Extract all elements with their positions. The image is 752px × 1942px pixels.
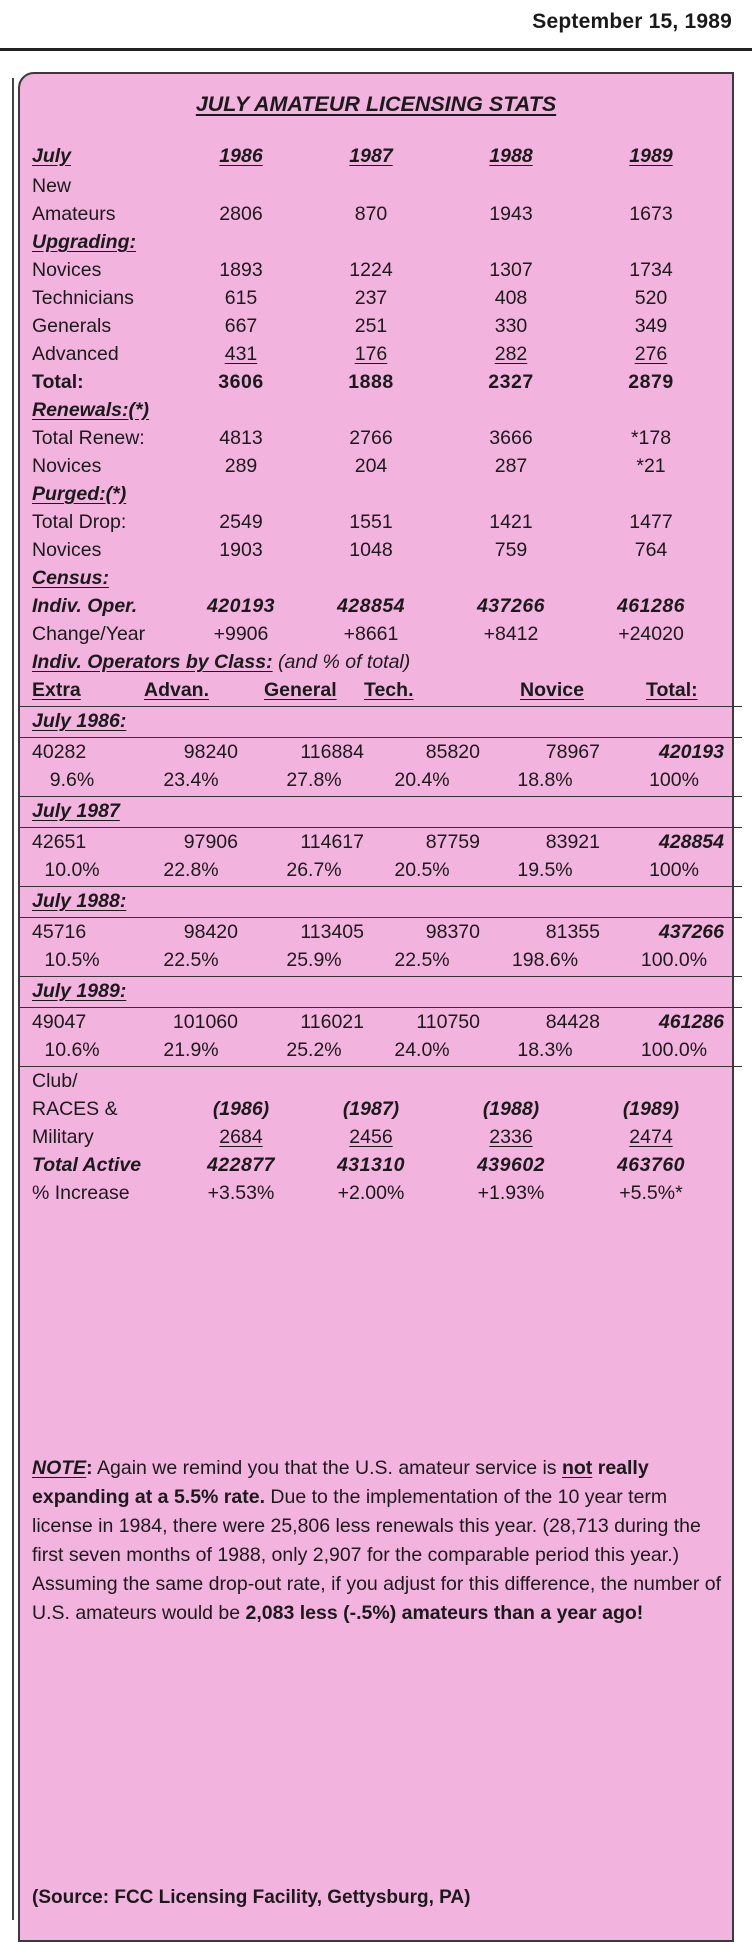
cell: 289: [224, 455, 258, 477]
cell: 2474: [629, 1126, 673, 1148]
header-year: 1989: [629, 145, 673, 167]
cell: 2327: [488, 371, 534, 393]
class-count: 116021: [300, 1011, 364, 1033]
table-row: [32, 172, 730, 200]
cell: 176: [354, 343, 388, 365]
row-label: RACES &: [32, 1098, 118, 1120]
cell: 1903: [219, 539, 263, 561]
note-paragraph: [32, 1454, 722, 1628]
by-class-note: (and % of total): [278, 651, 411, 673]
year-heading: [32, 707, 730, 735]
cell: 1893: [219, 259, 263, 281]
cell: 667: [224, 315, 258, 337]
publication-date: September 15, 1989: [532, 10, 732, 33]
cell: 2766: [349, 427, 393, 449]
cell: 349: [634, 315, 668, 337]
cell: +9906: [213, 623, 269, 645]
row-label: Total Renew:: [32, 427, 145, 449]
table-row: [32, 424, 730, 452]
cell: +1.93%: [477, 1182, 545, 1204]
total-row: [32, 368, 730, 396]
cell: 2806: [219, 203, 263, 225]
cell: 1307: [489, 259, 533, 281]
class-percent: 18.8%: [517, 769, 573, 791]
class-count-row: [32, 1008, 730, 1036]
cell: 1551: [349, 511, 393, 533]
class-count: 49047: [32, 1011, 87, 1033]
table-row: [32, 1123, 730, 1151]
header-rule: [0, 48, 752, 51]
year-heading: [32, 977, 730, 1005]
cell: 1673: [629, 203, 673, 225]
table-row: [32, 312, 730, 340]
cell: 3606: [218, 371, 264, 393]
class-count: 45716: [32, 921, 87, 943]
class-percent: 22.5%: [163, 949, 219, 971]
note-not: not: [561, 1457, 593, 1479]
class-count: 83921: [545, 831, 600, 853]
row-label: Total:: [32, 371, 84, 393]
table-row: [32, 340, 730, 368]
header-year: 1987: [349, 145, 393, 167]
cell: 870: [354, 203, 388, 225]
cell: 251: [354, 315, 388, 337]
cell: +24020: [618, 623, 684, 645]
cell: 1734: [629, 259, 673, 281]
class-percent: 100.0%: [640, 1039, 708, 1061]
note-conclusion: 2,083 less (-.5%) amateurs than a year ago!: [245, 1602, 644, 1624]
cell: 615: [224, 287, 258, 309]
class-percent: 10.5%: [44, 949, 100, 971]
cell: 204: [354, 455, 388, 477]
row-label: Change/Year: [32, 623, 146, 645]
column-header: Novice: [520, 679, 584, 701]
cell: 408: [494, 287, 528, 309]
table-row: [32, 1179, 730, 1207]
year-label: (1988): [482, 1098, 540, 1120]
cell: 431310: [336, 1154, 406, 1176]
class-count: 428854: [658, 831, 724, 853]
class-count-row: [32, 828, 730, 856]
note-emphasis: really expanding at a 5.5% rate.: [32, 1457, 649, 1508]
row-label: Club/: [32, 1070, 78, 1092]
note-text: Due to the implementation of the 10 year term license in 1984, there were 25,806 less renewals this year. (28,713 during the first seven months of 1988, only 2,907 for the comparable period this year.) Assuming the same drop-out rate, if you adjust for this difference, the number of U.S. amateurs would be: [32, 1486, 722, 1624]
class-columns: [32, 676, 730, 704]
year-heading-label: July 1989:: [32, 980, 127, 1002]
cell: 422877: [206, 1154, 276, 1176]
class-count: 84428: [545, 1011, 600, 1033]
class-percent: 20.5%: [394, 859, 450, 881]
class-count-row: [32, 918, 730, 946]
note-colon: :: [86, 1457, 93, 1479]
class-percent: 22.5%: [394, 949, 450, 971]
header-month: July: [32, 145, 72, 167]
class-count: 461286: [658, 1011, 724, 1033]
cell: 437266: [476, 595, 546, 617]
header-year: 1988: [489, 145, 533, 167]
cell: 463760: [616, 1154, 686, 1176]
row-label: Total Active: [32, 1154, 142, 1176]
class-percent-row: [32, 946, 730, 974]
cell: +8412: [483, 623, 539, 645]
row-label: Generals: [32, 315, 112, 337]
class-count-row: [32, 738, 730, 766]
row-label: Military: [32, 1126, 94, 1148]
cell: 2336: [489, 1126, 533, 1148]
table-row: [32, 256, 730, 284]
column-header: Extra: [32, 679, 81, 701]
section-heading: [32, 480, 730, 508]
class-count: 42651: [32, 831, 87, 853]
cell: 330: [494, 315, 528, 337]
cell: 2684: [219, 1126, 263, 1148]
cell: 431: [224, 343, 258, 365]
class-percent: 19.5%: [517, 859, 573, 881]
class-breakdown: [32, 706, 730, 1067]
class-count: 420193: [658, 741, 724, 763]
cell: *21: [636, 455, 666, 477]
column-header: Tech.: [364, 679, 414, 701]
cell: 428854: [336, 595, 406, 617]
class-count: 87759: [425, 831, 480, 853]
cell: 1048: [349, 539, 393, 561]
cell: 520: [634, 287, 668, 309]
stats-box: [18, 72, 734, 1942]
year-heading-label: July 1988:: [32, 890, 127, 912]
section-heading: [32, 564, 730, 592]
column-header: Advan.: [144, 679, 210, 701]
cell: 439602: [476, 1154, 546, 1176]
cell: +5.5%*: [619, 1182, 683, 1204]
class-count: 98240: [183, 741, 238, 763]
section-heading: [32, 648, 730, 676]
row-label: Indiv. Oper.: [32, 595, 138, 617]
class-count: 98370: [425, 921, 480, 943]
table-row: [32, 200, 730, 228]
class-percent: 198.6%: [511, 949, 579, 971]
table-row: [32, 620, 730, 648]
table-row: [32, 1067, 730, 1095]
class-percent: 27.8%: [286, 769, 342, 791]
year-label: (1987): [342, 1098, 400, 1120]
year-heading: [32, 797, 730, 825]
upgrading-heading: Upgrading:: [32, 231, 136, 253]
cell: 1943: [489, 203, 533, 225]
cell: 237: [354, 287, 388, 309]
table-row: [32, 592, 730, 620]
class-percent-row: [32, 1036, 730, 1064]
cell: 3666: [489, 427, 533, 449]
class-count: 116884: [300, 741, 364, 763]
cell: 2456: [349, 1126, 393, 1148]
cell: 420193: [206, 595, 276, 617]
column-header: Total:: [646, 679, 698, 701]
purged-heading: Purged:(*): [32, 483, 127, 505]
cell: 764: [634, 539, 668, 561]
cell: 1421: [489, 511, 533, 533]
cell: 282: [494, 343, 528, 365]
class-percent: 100%: [649, 859, 699, 881]
class-percent-row: [32, 766, 730, 794]
renewals-heading: Renewals:(*): [32, 399, 150, 421]
column-header: General: [264, 679, 337, 701]
year-heading: [32, 887, 730, 915]
cell: 2879: [628, 371, 674, 393]
row-label: Advanced: [32, 343, 119, 365]
class-percent: 24.0%: [394, 1039, 450, 1061]
class-count: 81355: [545, 921, 600, 943]
class-percent: 18.3%: [517, 1039, 573, 1061]
class-percent: 100%: [649, 769, 699, 791]
class-percent: 25.2%: [286, 1039, 342, 1061]
class-count: 113405: [300, 921, 364, 943]
cell: 276: [634, 343, 668, 365]
section-heading: [32, 396, 730, 424]
row-label: Technicians: [32, 287, 134, 309]
row-label: Total Drop:: [32, 511, 127, 533]
cell: 759: [494, 539, 528, 561]
cell: 1477: [629, 511, 673, 533]
by-class-heading: Indiv. Operators by Class: (and % of total): [32, 651, 411, 673]
header-year: 1986: [219, 145, 263, 167]
row-label: Novices: [32, 539, 102, 561]
class-percent: 20.4%: [394, 769, 450, 791]
row-label: New: [32, 175, 72, 197]
cell: +2.00%: [337, 1182, 405, 1204]
column-rule: [12, 78, 14, 1920]
class-count: 437266: [658, 921, 724, 943]
table-row: [32, 452, 730, 480]
class-percent: 22.8%: [163, 859, 219, 881]
table-row: [32, 536, 730, 564]
class-count: 85820: [425, 741, 480, 763]
cell: *178: [630, 427, 672, 449]
row-label: % Increase: [32, 1182, 130, 1204]
stats-table: [32, 142, 730, 1207]
table-row: [32, 1095, 730, 1123]
census-heading: Census:: [32, 567, 109, 589]
year-heading-label: July 1986:: [32, 710, 127, 732]
stats-title: JULY AMATEUR LICENSING STATS: [195, 92, 557, 116]
class-count: 110750: [416, 1011, 480, 1033]
cell: 1224: [349, 259, 393, 281]
row-label: Novices: [32, 455, 102, 477]
class-percent-row: [32, 856, 730, 884]
class-percent: 26.7%: [286, 859, 342, 881]
section-heading: [32, 228, 730, 256]
class-count: 114617: [300, 831, 364, 853]
note-text: Again we remind you that the U.S. amateur service is: [92, 1457, 562, 1479]
class-percent: 100.0%: [640, 949, 708, 971]
class-percent: 23.4%: [163, 769, 219, 791]
cell: +3.53%: [207, 1182, 275, 1204]
cell: 287: [494, 455, 528, 477]
table-row: [32, 508, 730, 536]
note-lead: NOTE: [32, 1457, 87, 1479]
year-label: (1986): [212, 1098, 270, 1120]
row-label: Amateurs: [32, 203, 116, 225]
class-count: 40282: [32, 741, 87, 763]
class-percent: 10.6%: [44, 1039, 100, 1061]
class-count: 98420: [183, 921, 238, 943]
source-credit: (Source: FCC Licensing Facility, Gettysburg, PA): [32, 1887, 471, 1908]
class-percent: 25.9%: [286, 949, 342, 971]
class-count: 101060: [172, 1011, 238, 1033]
cell: 4813: [219, 427, 263, 449]
table-header: [32, 142, 730, 172]
class-count: 78967: [545, 741, 600, 763]
class-count: 97906: [183, 831, 238, 853]
cell: 461286: [616, 595, 686, 617]
cell: 1888: [348, 371, 394, 393]
cell: 2549: [219, 511, 263, 533]
class-percent: 10.0%: [44, 859, 100, 881]
year-label: (1989): [622, 1098, 680, 1120]
cell: +8661: [343, 623, 399, 645]
total-active-row: [32, 1151, 730, 1179]
class-percent: 21.9%: [163, 1039, 219, 1061]
year-heading-label: July 1987: [32, 800, 120, 822]
table-row: [32, 284, 730, 312]
row-label: Novices: [32, 259, 102, 281]
class-percent: 9.6%: [49, 769, 95, 791]
